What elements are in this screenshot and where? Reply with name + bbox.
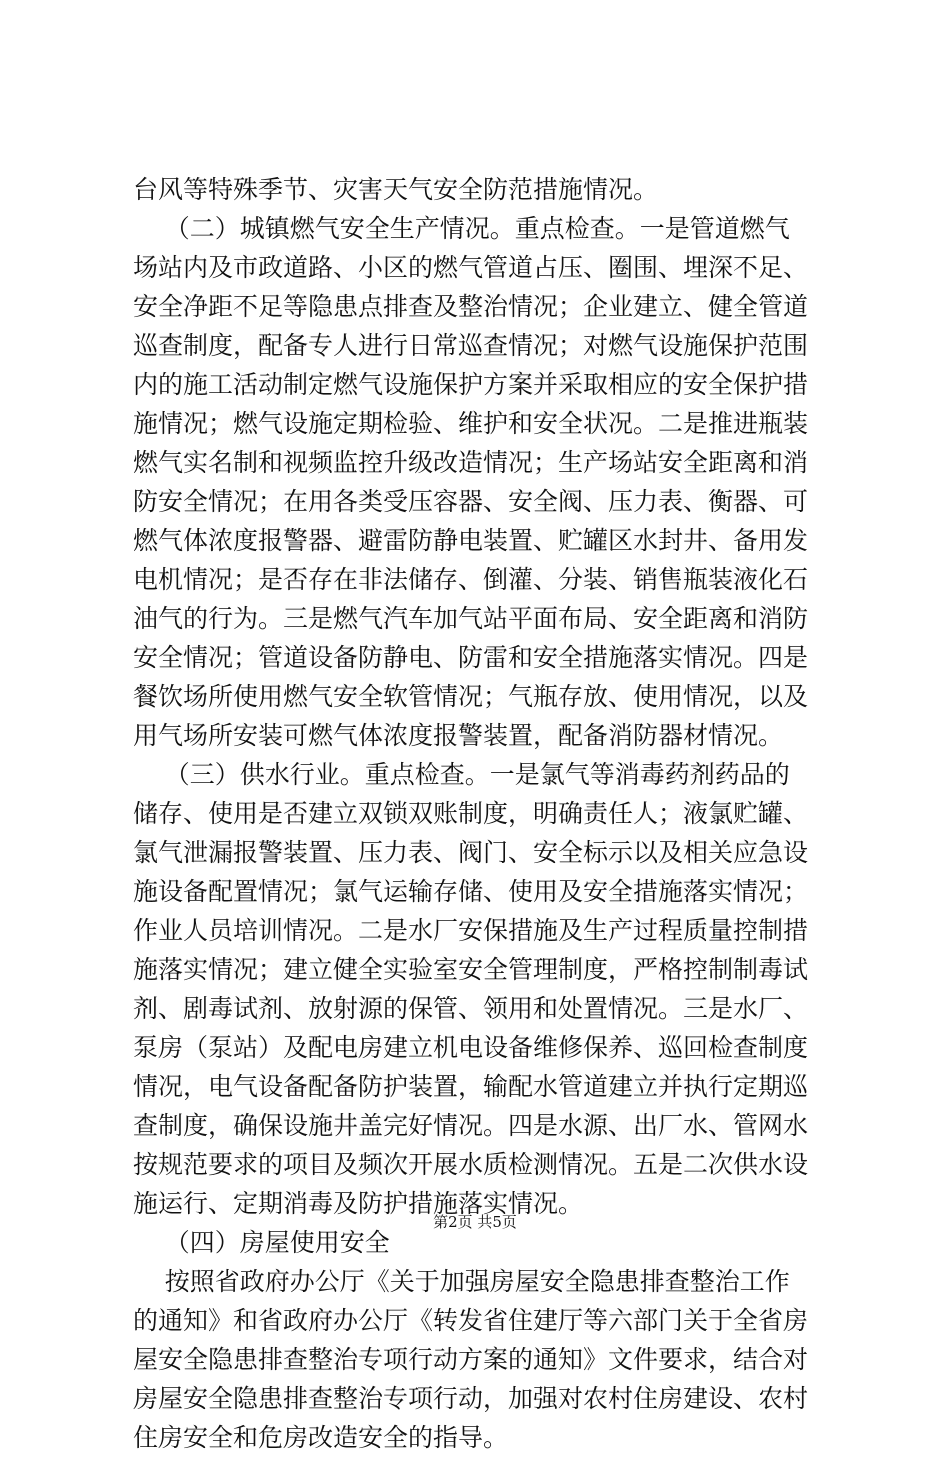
text-line: 储存、使用是否建立双锁双账制度，明确责任人；液氯贮罐、 [133, 799, 809, 828]
text-line: 按照省政府办公厅《关于加强房屋安全隐患排查整治工作 [133, 1267, 790, 1296]
text-line: 用气场所安装可燃气体浓度报警装置，配备消防器材情况。 [133, 721, 784, 750]
text-line: 住房安全和危房改造安全的指导。 [133, 1423, 509, 1452]
text-line: （二）城镇燃气安全生产情况。重点检查。一是管道燃气 [133, 214, 790, 243]
text-line: 按规范要求的项目及频次开展水质检测情况。五是二次供水设 [133, 1150, 809, 1179]
text-line: 施运行、定期消毒及防护措施落实情况。 [133, 1189, 584, 1218]
text-line: 作业人员培训情况。二是水厂安保措施及生产过程质量控制措 [133, 916, 809, 945]
page-footer: 第2页 共5页 [433, 1213, 517, 1231]
text-line: 情况，电气设备配备防护装置，输配水管道建立并执行定期巡 [133, 1072, 809, 1101]
text-line: 防安全情况；在用各类受压容器、安全阀、压力表、衡器、可 [133, 487, 809, 516]
text-line: 场站内及市政道路、小区的燃气管道占压、圈围、埋深不足、 [133, 253, 809, 282]
document-body [133, 170, 833, 1457]
text-line: 电机情况；是否存在非法储存、倒灌、分装、销售瓶装液化石 [133, 565, 809, 594]
text-line: 屋安全隐患排查整治专项行动方案的通知》文件要求，结合对 [133, 1345, 809, 1374]
text-line: 施设备配置情况；氯气运输存储、使用及安全措施落实情况； [133, 877, 809, 906]
text-line: 施落实情况；建立健全实验室安全管理制度，严格控制制毒试 [133, 955, 809, 984]
text-line: 安全情况；管道设备防静电、防雷和安全措施落实情况。四是 [133, 643, 809, 672]
text-line: 燃气实名制和视频监控升级改造情况；生产场站安全距离和消 [133, 448, 809, 477]
text-line: 氯气泄漏报警装置、压力表、阀门、安全标示以及相关应急设 [133, 838, 809, 867]
text-line: 剂、剧毒试剂、放射源的保管、领用和处置情况。三是水厂、 [133, 994, 809, 1023]
text-line: 房屋安全隐患排查整治专项行动，加强对农村住房建设、农村 [133, 1384, 809, 1413]
text-line: 查制度，确保设施井盖完好情况。四是水源、出厂水、管网水 [133, 1111, 809, 1140]
text-line: 巡查制度，配备专人进行日常巡查情况；对燃气设施保护范围 [133, 331, 809, 360]
text-line: 燃气体浓度报警器、避雷防静电装置、贮罐区水封井、备用发 [133, 526, 809, 555]
text-line: 油气的行为。三是燃气汽车加气站平面布局、安全距离和消防 [133, 604, 809, 633]
text-line: （四）房屋使用安全 [133, 1228, 390, 1257]
text-line: 餐饮场所使用燃气安全软管情况；气瓶存放、使用情况，以及 [133, 682, 809, 711]
text-line: 安全净距不足等隐患点排查及整治情况；企业建立、健全管道 [133, 292, 809, 321]
text-line: 台风等特殊季节、灾害天气安全防范措施情况。 [133, 175, 659, 204]
text-line: 泵房（泵站）及配电房建立机电设备维修保养、巡回检查制度 [133, 1033, 809, 1062]
text-line: （三）供水行业。重点检查。一是氯气等消毒药剂药品的 [133, 760, 790, 789]
text-line: 施情况；燃气设施定期检验、维护和安全状况。二是推进瓶装 [133, 409, 809, 438]
text-line: 内的施工活动制定燃气设施保护方案并采取相应的安全保护措 [133, 370, 809, 399]
text-line: 的通知》和省政府办公厅《转发省住建厅等六部门关于全省房 [133, 1306, 809, 1335]
